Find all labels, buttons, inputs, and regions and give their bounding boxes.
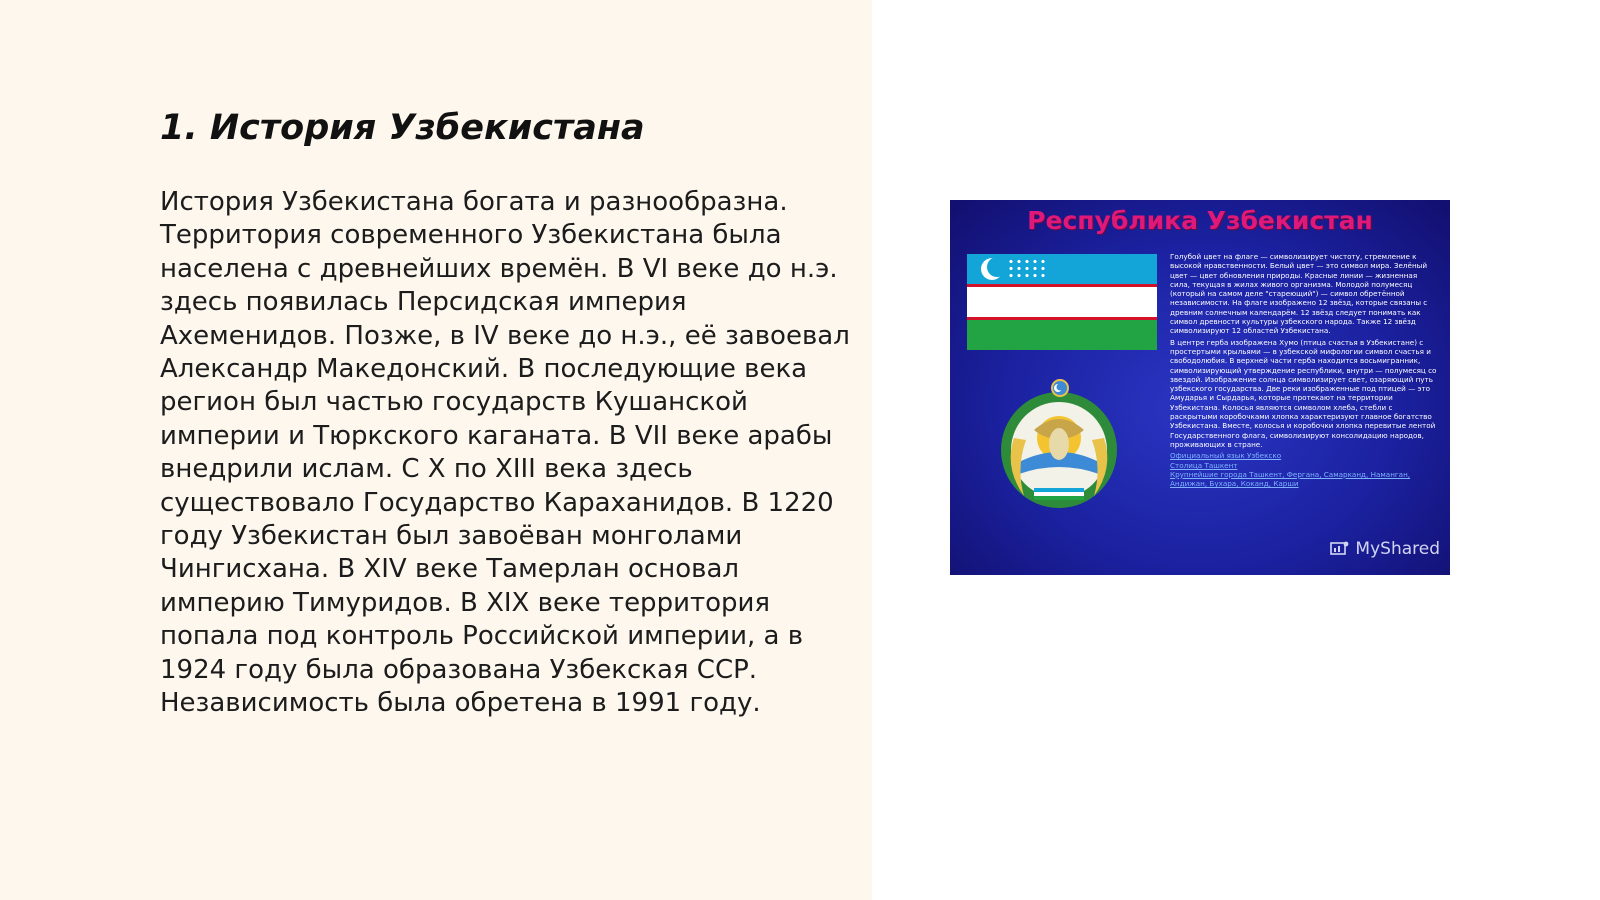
uzbekistan-infographic-image [950, 200, 1450, 575]
flag-description: Голубой цвет на флаге — символизирует чистоту, стремление к высокой нравственности. Белый цвет — это символ мира. Зелёный цвет — цвет обновления природы. Красные линии — жизненная сила, текущая в жилах живого организма. Молодой полумесяц (который на самом деле "стареющий") — символ обретённой независимости. На флаге изображено 12 звёзд, которые связаны с древним солнечным календарём. 12 звёзд следует понимать как символ древности культуры узбекского народа. Также 12 звёзд символизируют 12 областей Узбекистана. [1170, 252, 1428, 336]
myshared-watermark [1330, 539, 1440, 559]
picture-description [1170, 252, 1438, 488]
slide-title: 1. История Узбекистана [160, 108, 645, 148]
slide-body-text: История Узбекистана богата и разнообразна. Территория современного Узбекистана была населена с древнейших времён. В VI веке до н.э. здесь появилась Персидская империя Ахеменидов. Позже, в IV веке до н.э., её завоевал Александр Македонский. В последующие века регион был частью государств Кушанской империи и Тюркского каганата. В VII веке арабы внедрили ислам. С X по XIII века здесь существовало Государство Караханидов. В 1220 году Узбекистан был завоёван монголами Чингисхана. В XIV веке Тамерлан основал империю Тимуридов. В XIX веке территория попала под контроль Российской империи, а в 1924 году была образована Узбекская ССР. Независимость была обретена в 1991 году. [160, 187, 850, 719]
largest-cities-link: Крупнейшие города Ташкент, Фергана, Самарканд, Наманган, Андижан, Бухара, Коканд, Карши [1170, 469, 1411, 489]
myshared-logo-icon [1330, 540, 1350, 558]
watermark-label: MyShared [1355, 539, 1440, 559]
capital-link: Столица Ташкент [1170, 460, 1238, 470]
uzbekistan-flag-icon [967, 254, 1157, 350]
picture-title: Республика Узбекистан [1027, 206, 1373, 235]
uzbekistan-emblem-icon [994, 378, 1124, 518]
emblem-description: В центре герба изображена Хумо (птица счастья в Узбекистане) с простертыми крыльями — в узбекской мифологии символ счастья и свободолюбия. В верхней части герба находится восьмигранник, символизирующий утверждение республики, внутри — полумесяц со звездой. Изображение солнца символизирует свет, озаряющий путь узбекского государства. Две реки изображенные под птицей — это Амударья и Сырдарья, которые протекают на территории Узбекистана. Колосья являются символом хлеба, стебли с раскрытыми коробочками хлопка характеризуют главное богатство Узбекистана. Вместе, колосья и коробочки хлопка перевитые лентой Государственного флага, символизируют консолидацию народов, проживающих в стране. [1170, 337, 1437, 449]
official-language-link: Официальный язык Узбекско [1170, 451, 1282, 461]
